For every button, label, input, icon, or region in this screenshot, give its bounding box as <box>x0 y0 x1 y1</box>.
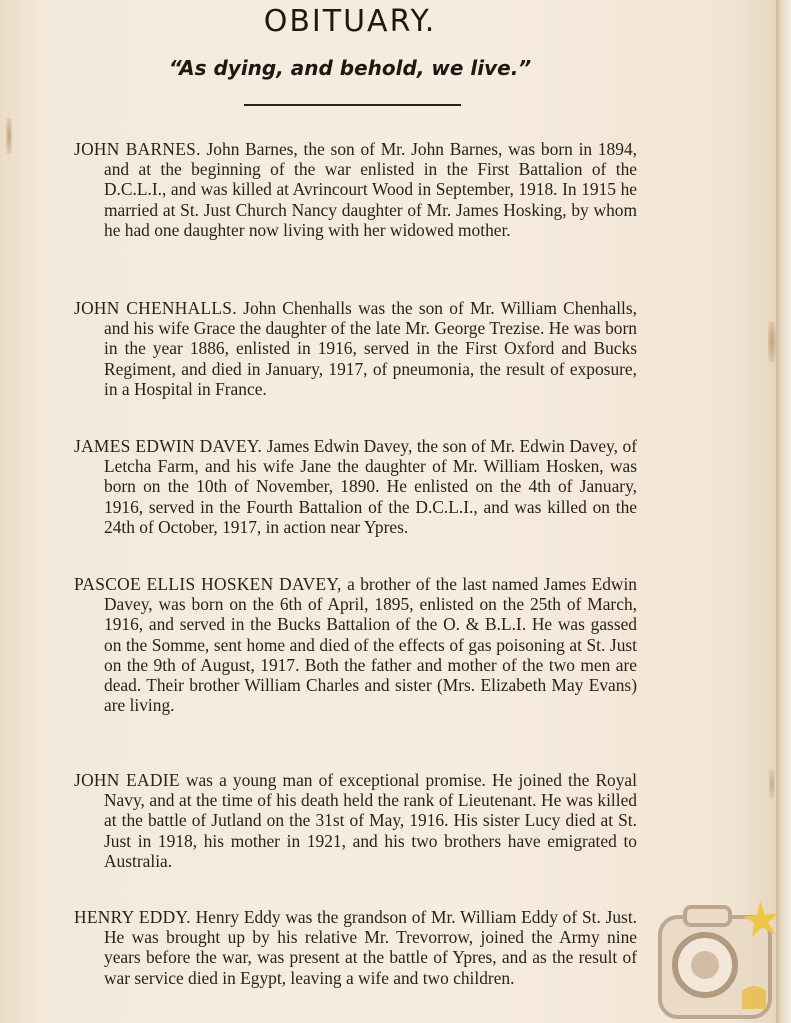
obituary-entry <box>74 770 637 871</box>
entry-text: John Barnes, the son of Mr. John Barnes, was born in 1894, and at the beginning of the war enlisted in the First Battalion of the D.C.L.I., and was killed at Avrincourt Wood in September, 1918. In 1915 he married at St. Just Church Nancy daughter of Mr. James Hosking, by whom he had one daughter now living with her widowed mother. <box>104 139 637 240</box>
entry-text: John Chenhalls was the son of Mr. William Chenhalls, and his wife Grace the daughter of the late Mr. George Trezise. He was born in the year 1886, enlisted in 1916, served in the First Oxford and Bucks Regiment, and died in January, 1917, of pneumonia, the result of exposure, in a Hospital in France. <box>104 298 637 399</box>
obituary-entry <box>74 574 637 715</box>
page-title: OBITUARY. <box>263 4 437 39</box>
obituary-entry <box>74 298 637 399</box>
motto: “As dying, and behold, we live.” <box>168 56 532 80</box>
entry-text: a brother of the last named James Edwin Davey, was born on the 6th of April, 1895, enlisted on the 25th of March, 1916, and served in the Bucks Battalion of the O. & B.L.I. He was gassed on the Somme, sent home and died of the effects of gas poisoning at St. Just on the 9th of August, 1917. Both the father and mother of the two men are dead. Their brother William Charles and sister (Mrs. Elizabeth May Evans) are living. <box>104 574 637 716</box>
entry-name: PASCOE ELLIS HOSKEN DAVEY, <box>74 574 342 594</box>
entry-name: HENRY EDDY. <box>74 907 191 927</box>
paper-stain <box>768 322 776 362</box>
entry-name: JAMES EDWIN DAVEY. <box>74 436 263 456</box>
entry-name: JOHN CHENHALLS. <box>74 298 237 318</box>
entry-text: James Edwin Davey, the son of Mr. Edwin Davey, of Letcha Farm, and his wife Jane the daughter of Mr. William Hosken, was born on the 10th of November, 1890. He enlisted on the 4th of January, 1916, served in the Fourth Battalion of the D.C.L.I., and was killed on the 24th of October, 1917, in action near Ypres. <box>104 436 637 537</box>
entry-name: JOHN EADIE <box>74 770 180 790</box>
obituary-entry <box>74 139 637 240</box>
entry-text: Henry Eddy was the grandson of Mr. William Eddy of St. Just. He was brought up by his relative Mr. Trevorrow, joined the Army nine years before the war, was present at the battle of Ypres, and as the result of war service died in Egypt, leaving a wife and two children. <box>104 907 637 988</box>
paper-stain <box>6 118 12 154</box>
page-edge <box>776 0 791 1023</box>
entry-text: was a young man of exceptional promise. He joined the Royal Navy, and at the time of his death held the rank of Lieutenant. He was killed at the battle of Jutland on the 31st of May, 1916. His sister Lucy died at St. Just in 1918, his mother in 1921, and his two brothers have emigrated to Australia. <box>104 770 637 871</box>
paper-stain <box>769 770 775 798</box>
entry-name: JOHN BARNES. <box>74 139 201 159</box>
obituary-entry <box>74 907 637 988</box>
title-divider <box>244 104 461 106</box>
obituary-entry <box>74 436 637 537</box>
camera-logo-icon <box>640 895 790 1023</box>
